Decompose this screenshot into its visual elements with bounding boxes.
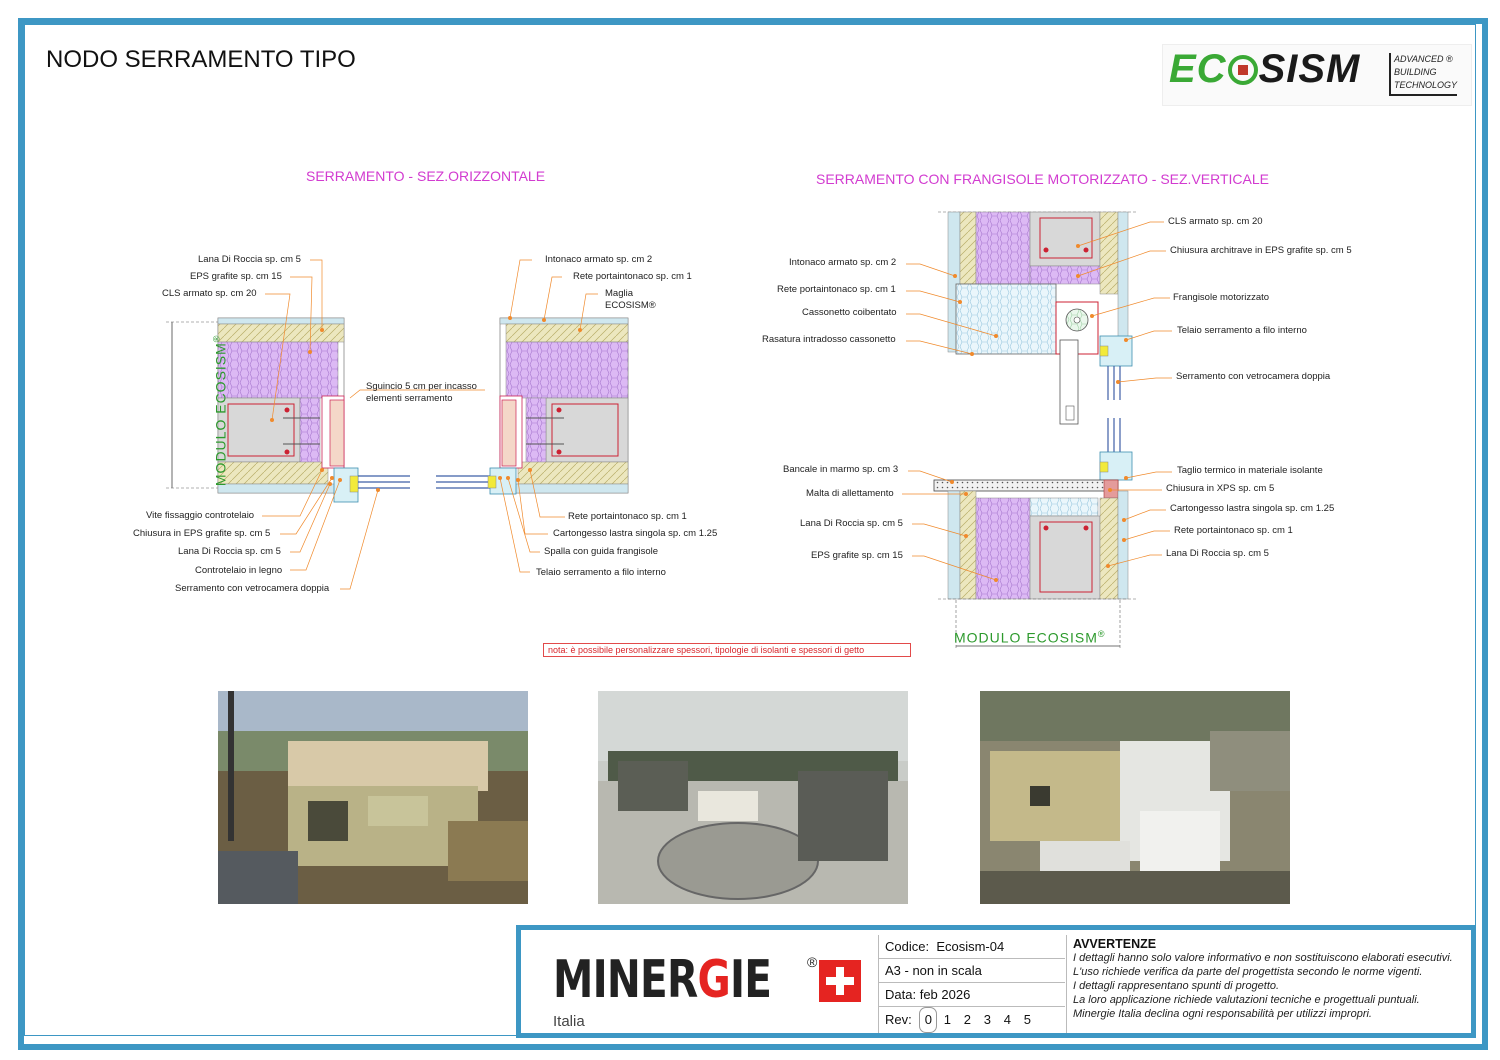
label-chiusura-eps: Chiusura in EPS grafite sp. cm 5	[133, 528, 271, 539]
label-vite-fissaggio: Vite fissaggio controtelaio	[146, 510, 255, 521]
minergie-italia: Italia	[553, 1013, 585, 1030]
avvertenze-title: AVVERTENZE	[1073, 937, 1157, 951]
avvertenze-line: L'uso richiede verifica da parte del progettista secondo le norme vigenti.	[1073, 966, 1423, 978]
construction-photo-2	[598, 691, 908, 904]
minergie-wordmark: MINERGIE	[553, 950, 772, 1010]
rev-3: 3	[983, 1012, 991, 1027]
label-v-cls: CLS armato sp. cm 20	[1168, 216, 1263, 227]
label-v-rasatura: Rasatura intradosso cassonetto	[762, 334, 896, 345]
label-cartongesso: Cartongesso lastra singola sp. cm 1.25	[553, 528, 718, 539]
label-v-taglio-termico: Taglio termico in materiale isolante	[1177, 465, 1323, 476]
label-v-bancale: Bancale in marmo sp. cm 3	[783, 464, 899, 475]
section-h-drawing	[166, 260, 628, 589]
label-v-frangisole: Frangisole motorizzato	[1173, 292, 1270, 303]
label-v-chiusura-xps: Chiusura in XPS sp. cm 5	[1166, 483, 1275, 494]
modulo-ecosism-vertical: MODULO ECOSISM®	[211, 334, 229, 487]
nota-box: nota: è possibile personalizzare spessori, tipologie di isolanti e spessori di getto	[543, 643, 911, 657]
label-v-cartongesso: Cartongesso lastra singola sp. cm 1.25	[1170, 503, 1335, 514]
data-row: Data: feb 2026	[879, 983, 1065, 1007]
section-v-drawing	[902, 212, 1172, 650]
codice-row: Codice: Ecosism-04	[879, 935, 1065, 959]
rev-row: Rev: 0 1 2 3 4 5	[879, 1007, 1065, 1031]
section-title-horizontal: SERRAMENTO - SEZ.ORIZZONTALE	[306, 168, 546, 184]
rev-5: 5	[1023, 1012, 1031, 1027]
label-telaio-serramento: Telaio serramento a filo interno	[536, 567, 666, 578]
page-title: NODO SERRAMENTO TIPO	[46, 46, 356, 73]
section-title-vertical: SERRAMENTO CON FRANGISOLE MOTORIZZATO - SEZ.VERTICALE	[816, 171, 1269, 187]
label-v-serramento: Serramento con vetrocamera doppia	[1176, 371, 1331, 382]
label-v-lana-roccia-2: Lana Di Roccia sp. cm 5	[1166, 548, 1269, 559]
label-v-eps: EPS grafite sp. cm 15	[811, 550, 903, 561]
label-v-intonaco: Intonaco armato sp. cm 2	[789, 257, 897, 268]
label-rete-portaintonaco: Rete portaintonaco sp. cm 1	[573, 271, 692, 282]
label-v-lana-roccia: Lana Di Roccia sp. cm 5	[800, 518, 903, 529]
construction-photo-3	[980, 691, 1290, 904]
modulo-ecosism-horizontal: MODULO ECOSISM®	[954, 629, 1106, 646]
rev-1: 1	[943, 1012, 951, 1027]
minergie-logo	[531, 936, 876, 1031]
label-v-chiusura-architrave: Chiusura architrave in EPS grafite sp. cm 5	[1170, 245, 1352, 256]
label-intonaco-armato: Intonaco armato sp. cm 2	[545, 254, 653, 265]
label-eps-grafite: EPS grafite sp. cm 15	[190, 271, 282, 282]
label-lana-roccia: Lana Di Roccia sp. cm 5	[198, 254, 301, 265]
avvertenze	[1066, 935, 1474, 1033]
label-cls-armato: CLS armato sp. cm 20	[162, 288, 257, 299]
label-sguincio-1: Sguincio 5 cm per incasso	[366, 381, 477, 392]
label-v-cassonetto: Cassonetto coibentato	[802, 307, 897, 318]
drawing-info	[878, 935, 1065, 1033]
construction-photo-1	[218, 691, 528, 904]
label-serramento-vetrocamera: Serramento con vetrocamera doppia	[175, 583, 330, 594]
label-sguincio-2: elementi serramento	[366, 393, 453, 404]
label-v-telaio: Telaio serramento a filo interno	[1177, 325, 1307, 336]
label-v-rete-2: Rete portaintonaco sp. cm 1	[1174, 525, 1293, 536]
label-maglia-ecosism: ECOSISM®	[605, 300, 656, 311]
swiss-cross-icon	[819, 960, 861, 1002]
avvertenze-line: La loro applicazione richiede valutazioni tecniche e progettuali puntuali.	[1073, 994, 1420, 1006]
rev-4: 4	[1003, 1012, 1011, 1027]
avvertenze-line: I dettagli rappresentano spunti di progetto.	[1073, 980, 1280, 992]
avvertenze-line: I dettagli hanno solo valore informativo e non sostituiscono elaborati esecutivi.	[1073, 952, 1453, 964]
label-controtelaio: Controtelaio in legno	[195, 565, 283, 576]
label-v-malta: Malta di allettamento	[806, 488, 894, 499]
label-v-rete: Rete portaintonaco sp. cm 1	[777, 284, 896, 295]
label-maglia: Maglia	[605, 288, 633, 299]
rev-2: 2	[963, 1012, 971, 1027]
minergie-registered: ®	[807, 954, 818, 970]
rev-0: 0	[919, 1007, 937, 1033]
title-block	[516, 925, 1476, 1038]
formato-row: A3 - non in scala	[879, 959, 1065, 983]
ecosism-logo-wordmark: EC SISM	[1169, 47, 1361, 91]
label-lana-roccia-2: Lana Di Roccia sp. cm 5	[178, 546, 281, 557]
ecosism-logo-tagline: ADVANCED ® BUILDING TECHNOLOGY	[1389, 53, 1457, 96]
label-rete-portaintonaco-2: Rete portaintonaco sp. cm 1	[568, 511, 687, 522]
avvertenze-line: Minergie Italia declina ogni responsabilità per utilizzi impropri.	[1073, 1008, 1372, 1020]
label-spalla-guida: Spalla con guida frangisole	[544, 546, 659, 557]
